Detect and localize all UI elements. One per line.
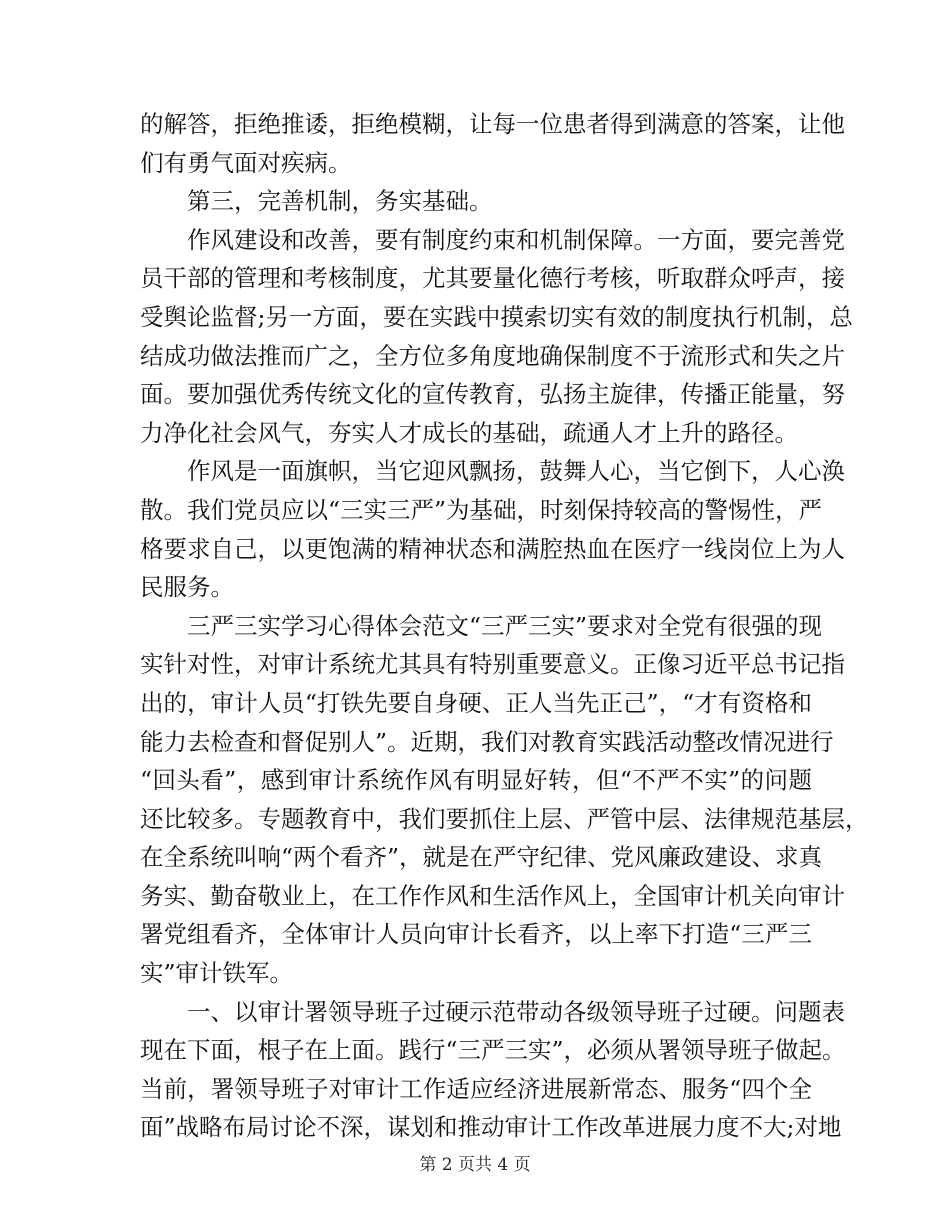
text-line: 作风是一面旗帜，当它迎风飘扬，鼓舞人心，当它倒下，人心涣 [187,457,845,486]
text-line: 作风建设和改善，要有制度约束和机制保障。一方面，要完善党 [187,225,845,254]
text-line: 格要求自己，以更饱满的精神状态和满腔热血在医疗一线岗位上为人 [140,534,845,563]
text-line: 的解答，拒绝推诿，拒绝模糊，让每一位患者得到满意的答案，让他 [140,110,845,138]
text-line: 民服务。 [140,573,234,602]
text-line: 实”审计铁军。 [140,959,294,988]
text-line: 实针对性，对审计系统尤其具有特别重要意义。正像习近平总书记指 [140,650,845,679]
text-line: 当前，署领导班子对审计工作适应经济进展新常态、服务“四个全 [140,1074,812,1103]
text-line: 能力去检查和督促别人”。近期，我们对教育实践活动整改情况进行 [140,727,834,756]
text-line: 在全系统叫响“两个看齐”，就是在严守纪律、党风廉政建设、求真 [140,843,823,872]
page-number-footer: 第 2 页共 4 页 [419,1155,531,1175]
text-line: 受舆论监督;另一方面，要在实践中摸索切实有效的制度执行机制，总 [140,302,853,331]
text-line: 们有勇气面对疾病。 [140,148,352,177]
text-line: 现在下面，根子在上面。践行“三严三实”，必须从署领导班子做起。 [140,1036,846,1065]
text-line: 三严三实学习心得体会范文“三严三实”要求对全党有很强的现 [187,611,823,640]
document-body [140,105,869,1147]
text-line: 一、以审计署领导班子过硬示范带动各级领导班子过硬。问题表 [187,997,845,1026]
text-line: 面。要加强优秀传统文化的宣传教育，弘扬主旋律，传播正能量，努 [140,380,845,409]
text-line: 力净化社会风气，夯实人才成长的基础，疏通人才上升的路径。 [140,418,798,447]
text-line: 散。我们党员应以“三实三严”为基础，时刻保持较高的警惕性，严 [140,495,823,524]
text-line: 面”战略布局讨论不深，谋划和推动审计工作改革进展力度不大;对地 [140,1113,842,1142]
text-line: 员干部的管理和考核制度，尤其要量化德行考核，听取群众呼声，接 [140,264,845,293]
text-line: 第三，完善机制，务实基础。 [187,187,493,216]
text-line: 还比较多。专题教育中，我们要抓住上层、严管中层、法律规范基层， [140,804,869,833]
text-line: 务实、勤奋敬业上，在工作作风和生活作风上，全国审计机关向审计 [140,881,845,910]
text-line: 结成功做法推而广之，全方位多角度地确保制度不于流形式和失之片 [140,341,845,370]
text-line: “回头看”，感到审计系统作风有明显好转，但“不严不实”的问题 [140,766,812,795]
text-line: 署党组看齐，全体审计人员向审计长看齐，以上率下打造“三严三 [140,920,812,949]
text-line: 出的，审计人员“打铁先要自身硬、正人当先正己”，“才有资格和 [140,688,812,717]
